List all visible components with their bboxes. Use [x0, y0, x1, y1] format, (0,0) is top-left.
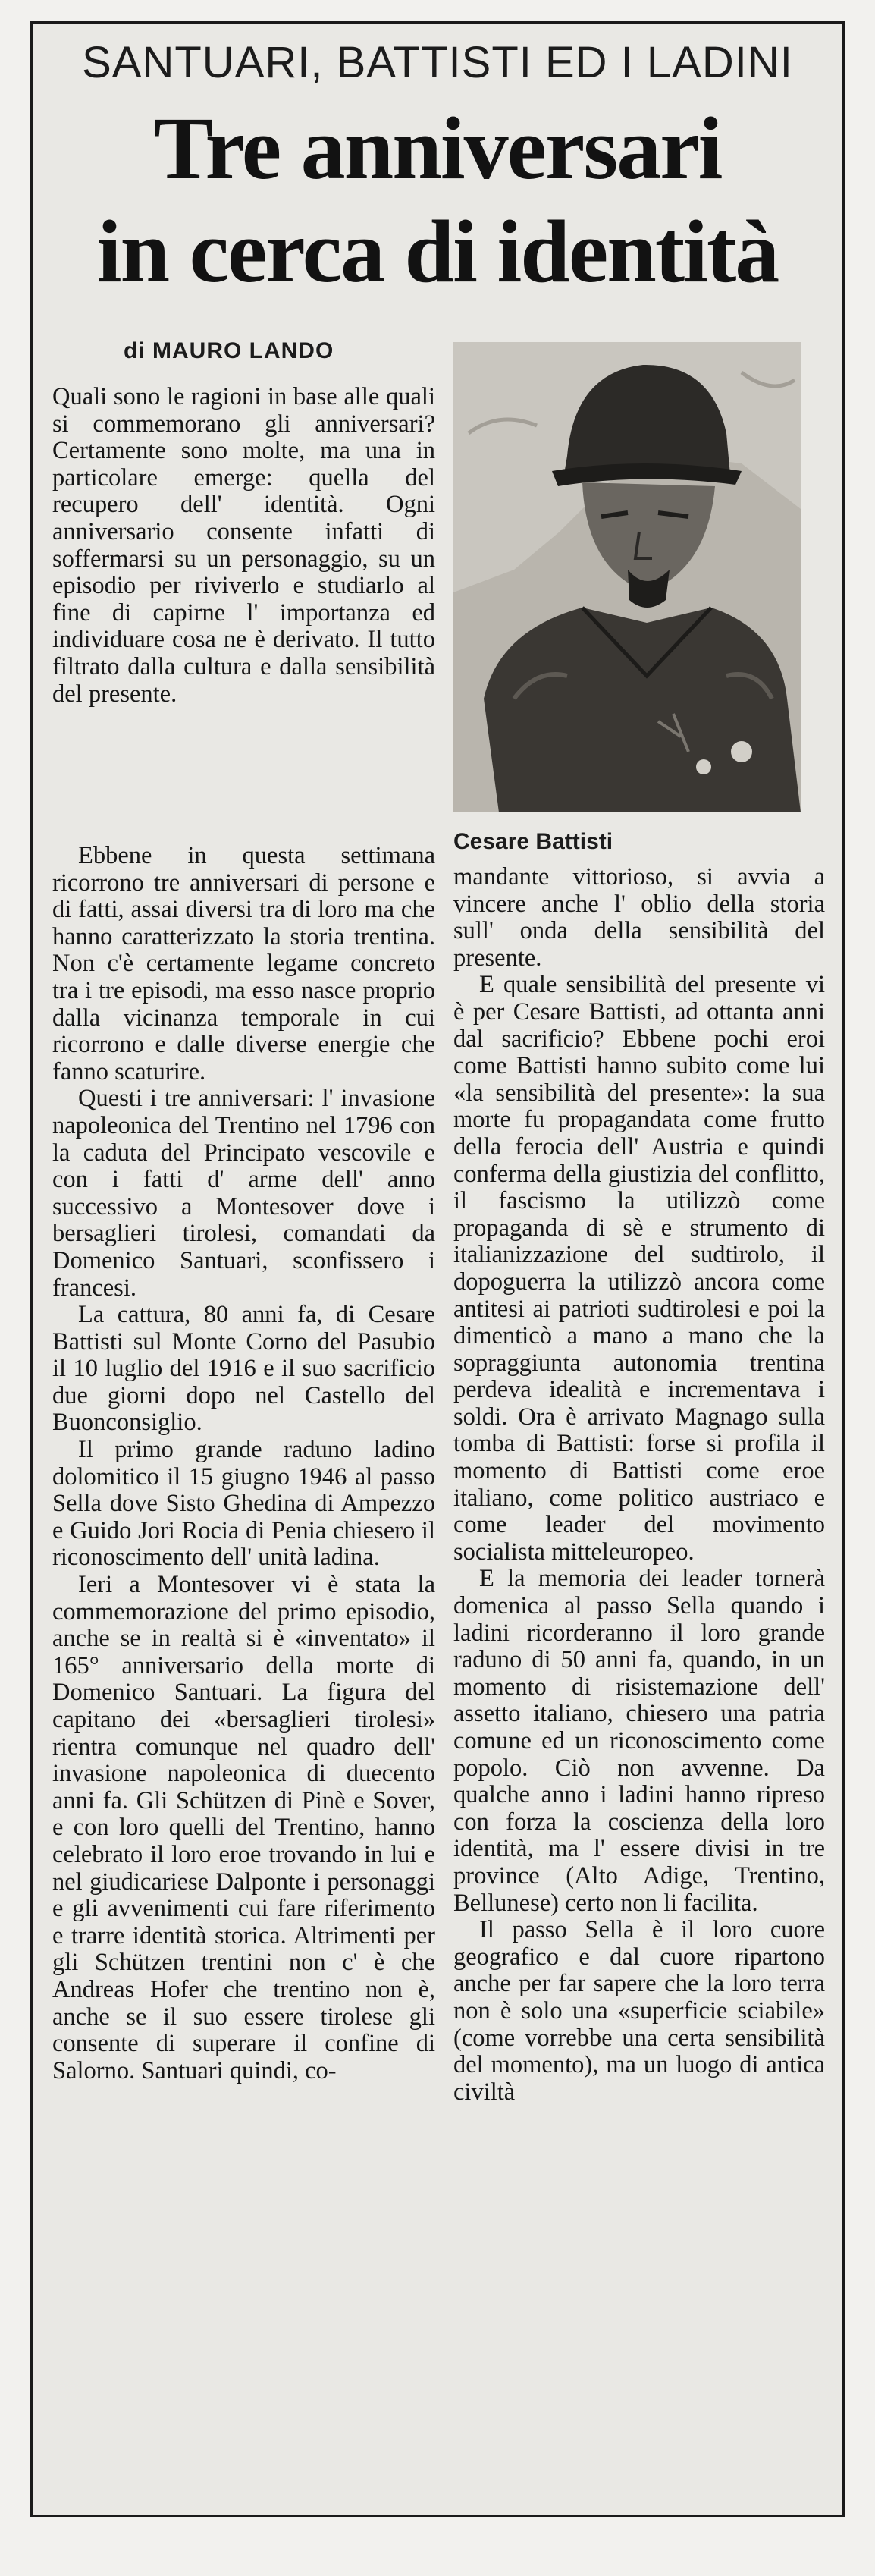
- paragraph: Ieri a Montesover vi è stata la commemorazione del primo episodio, anche se in realtà si è «inventato» il 165° anniversario della morte di Domenico Santuari. La figura del capitano dei «bersaglieri tirolesi» rientra comunque nel quadro dell' invasione napoleonica di duecento anni fa. Gli Schützen di Pinè e Sover, e con loro quelli del Trentino, hanno celebrato il loro eroe trovando in lui e nel giudicariese Dalponte i personaggi e gli avvenimenti cui fare riferimento e trarre identità storica. Altrimenti per gli Schützen trentini non c' è che Andreas Hofer che trentino non è, anche se il suo essere tirolese gli consente di superare il confine di Salorno. Santuari quindi, co-: [52, 1571, 435, 2084]
- soldier-portrait-illustration: [453, 342, 801, 812]
- portrait-photo: [453, 342, 801, 812]
- paragraph: E la memoria dei leader tornerà domenica al passo Sella quando i ladini ricorderanno il loro grande raduno di 50 anni fa, quando, in un momento di risistemazione dell' assetto italiano, chiesero una patria comune ed un riconoscimento come popolo. Ciò non avvenne. Da qualche anno i ladini hanno ripreso con forza la coscienza della loro identità, ma l' essere divisi in tre province (Alto Adige, Trentino, Bellunese) certo non li facilita.: [453, 1565, 825, 1917]
- paragraph: Ebbene in questa settimana ricorrono tre anniversari di persone e di fatti, assai diversi tra di loro ma che hanno caratterizzato la storia trentina. Non c'è certamente legame concreto tra i tre episodi, ma esso nasce proprio dalla vicinanza temporale in cui ricorrono e dalle diverse energie che fanno scaturire.: [52, 842, 435, 1085]
- column-1-intro: [52, 384, 435, 839]
- paragraph: La cattura, 80 anni fa, di Cesare Battisti sul Monte Corno del Pasubio il 10 luglio del 1916 e il suo sacrificio due giorni dopo nel Castello del Buonconsiglio.: [52, 1301, 435, 1437]
- photo-caption: Cesare Battisti: [453, 829, 613, 854]
- paragraph: Questi i tre anniversari: l' invasione napoleonica del Trentino nel 1796 con la caduta del Principato vescovile e con i fatti d' arme dell' anno successivo a Montesover dove i bersaglieri tirolesi, comandati da Domenico Santuari, sconfissero i francesi.: [52, 1085, 435, 1302]
- paragraph: E quale sensibilità del presente vi è per Cesare Battisti, ad ottanta anni dal sacrificio? Ebbene pochi eroi come Battisti hanno subito come lui «la sensibilità del presente»: la sua morte fu propagandata come frutto della ferocia dell' Austria e quindi conferma della giustizia del conflitto, il fascismo la utilizzò come propaganda di sè e strumento di italianizzazione del sudtirolo, il dopoguerra la utilizzò ancora come antitesi ai patrioti sudtirolesi e poi la dimenticò a mano a mano che la sopraggiunta autonomia trentina perdeva idealità e incrementava i soldi. Ora è arrivato Magnago sulla tomba di Battisti: forse si profila il momento di Battisti come eroe italiano, come politico austriaco e come leader del movimento socialista mitteleuropeo.: [453, 971, 825, 1566]
- paragraph: mandante vittorioso, si avvia a vincere anche l' oblio della storia sull' onda della sensibilità del presente.: [453, 863, 825, 972]
- paragraph: Il passo Sella è il loro cuore geografico e dal cuore ripartono anche per far sapere che la loro terra non è solo una «superficie sciabile» (come vorrebbe una certa sensibilità del momento), ma un luogo di antica civiltà: [453, 1916, 825, 2106]
- headline-line-2: in cerca di identità: [96, 202, 779, 301]
- paragraph: Quali sono le ragioni in base alle quali si commemorano gli anniversari? Certamente sono molte, ma una in particolare emerge: quella del recupero dell' identità. Ogni anniversario consente infatti di soffermarsi su un personaggio, su un episodio per riviverlo e studiarlo al fine di capirne l' importanza ed individuare cosa ne è derivato. Il tutto filtrato dalla cultura e dalla sensibilità del presente.: [52, 383, 435, 708]
- byline: di MAURO LANDO: [124, 338, 334, 363]
- headline-line-1: Tre anniversari: [153, 99, 722, 198]
- paragraph: Il primo grande raduno ladino dolomitico il 15 giugno 1946 al passo Sella dove Sisto Ghedina di Ampezzo e Guido Jori Rocia di Penia chiesero il riconoscimento dell' unità ladina.: [52, 1436, 435, 1572]
- kicker: SANTUARI, BATTISTI ED I LADINI: [82, 38, 793, 87]
- column-2: [453, 864, 825, 2502]
- newspaper-clipping: [30, 21, 845, 2517]
- column-1: [52, 843, 435, 2504]
